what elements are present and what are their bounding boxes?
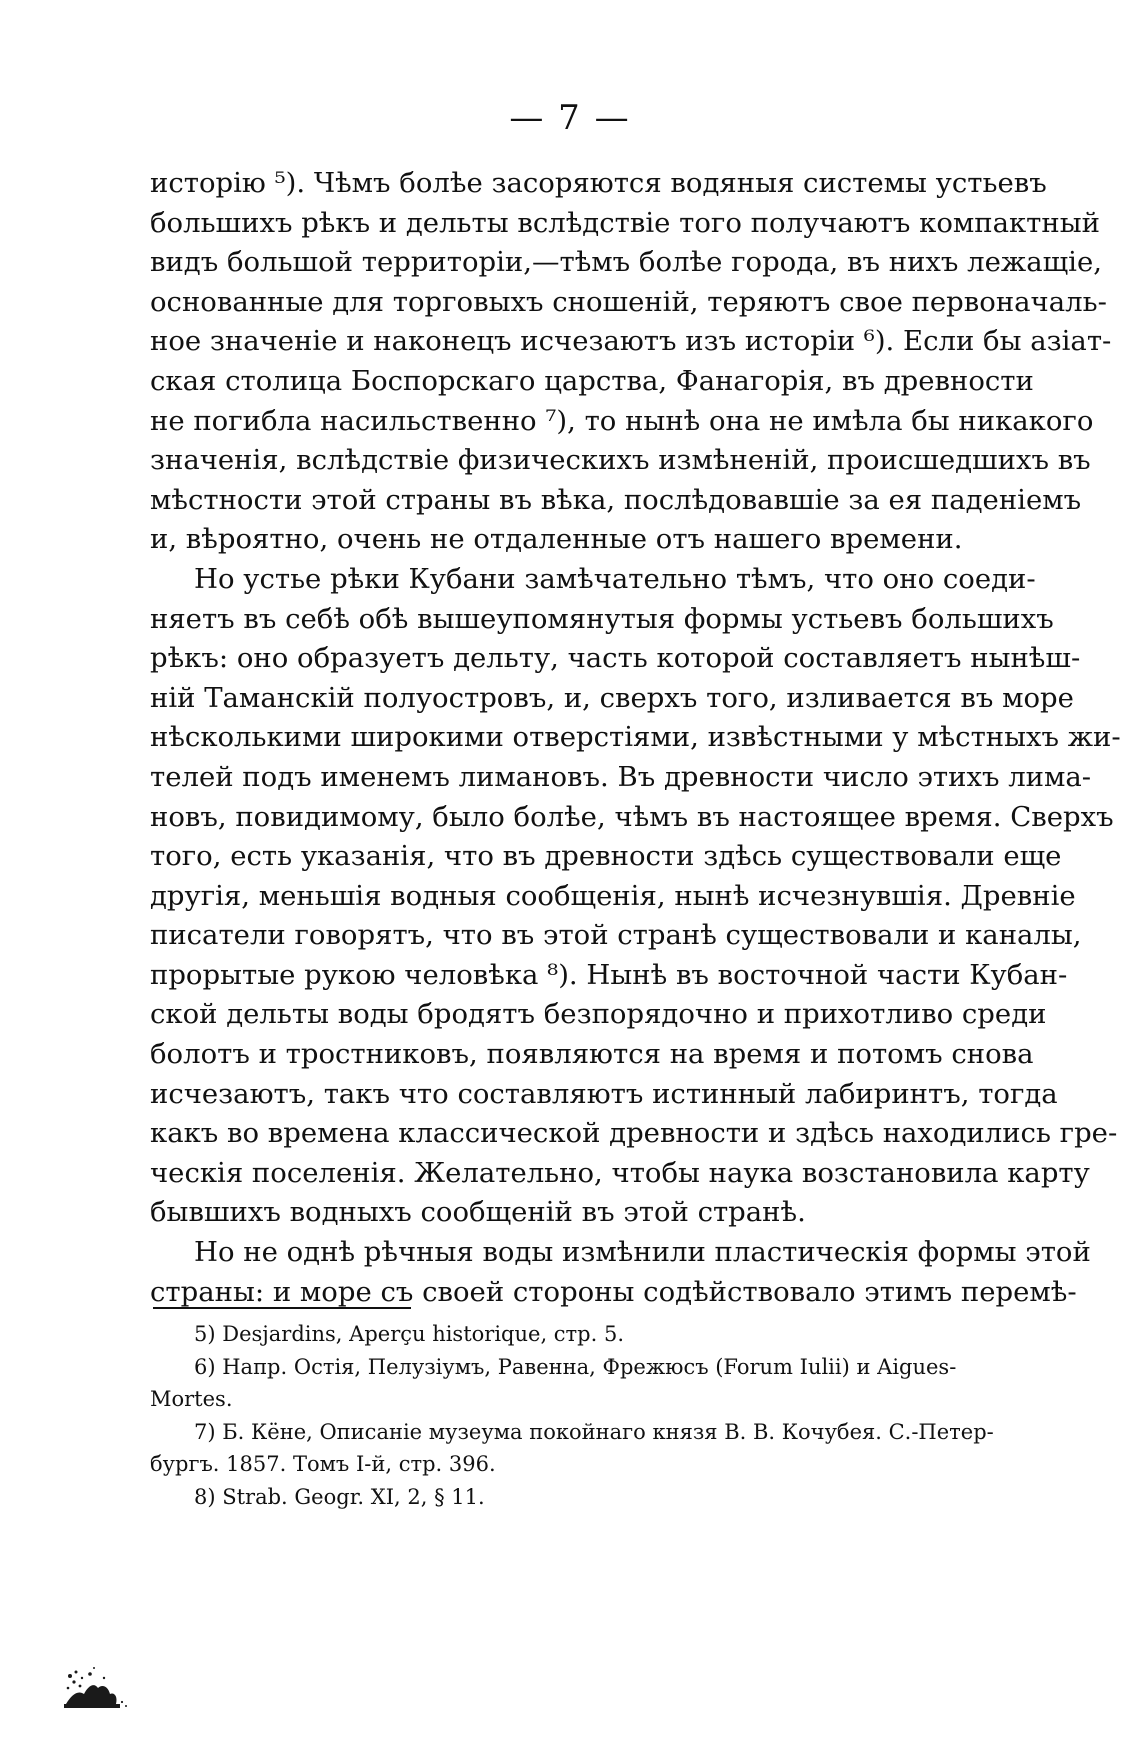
- text-line: не погибла насильственно ⁷), то нынѣ она не имѣла бы никакого: [150, 404, 1094, 437]
- paragraph-1: [150, 164, 1112, 560]
- text-line: телей подъ именемъ лимановъ. Въ древности число этихъ лима-: [150, 760, 1092, 793]
- text-line: бывшихъ водныхъ сообщеній въ этой странѣ.: [150, 1196, 806, 1229]
- text-line: того, есть указанія, что въ древности здѣсь существовали еще: [150, 840, 1062, 873]
- text-line: мѣстности этой страны въ вѣка, послѣдовавшіе за ея паденіемъ: [150, 483, 1082, 516]
- footnote-7-continued: бургъ. 1857. Томъ I-й, стр. 396.: [150, 1452, 496, 1476]
- paragraph-2: [150, 560, 1121, 1233]
- text-line: ская столица Боспорскаго царства, Фанагорія, въ древности: [150, 364, 1034, 397]
- footnote-8: 8) Strab. Geogr. XI, 2, § 11.: [194, 1484, 485, 1509]
- text-line: писатели говорятъ, что въ этой странѣ существовали и каналы,: [150, 919, 1082, 952]
- text-line: ній Таманскій полуостровъ, и, сверхъ того, изливается въ море: [150, 681, 1074, 714]
- text-line: ное значеніе и наконецъ исчезаютъ изъ исторіи ⁶). Если бы азіат-: [150, 325, 1112, 358]
- text-line: болотъ и тростниковъ, появляются на время и потомъ снова: [150, 1038, 1034, 1071]
- library-stamp-icon: [64, 1664, 136, 1712]
- text-line: Но устье рѣки Кубани замѣчательно тѣмъ, что оно соеди-: [194, 562, 1036, 595]
- text-line: основанные для торговыхъ сношеній, теряютъ свое первоначаль-: [150, 285, 1107, 318]
- text-line: няетъ въ себѣ обѣ вышеупомянутыя формы устьевъ большихъ: [150, 602, 1054, 635]
- text-line: рѣкъ: оно образуетъ дельту, часть которой составляетъ нынѣш-: [150, 642, 1081, 675]
- text-line: нѣсколькими широкими отверстіями, извѣстными у мѣстныхъ жи-: [150, 721, 1121, 754]
- text-line: новъ, повидимому, было болѣе, чѣмъ въ настоящее время. Сверхъ: [150, 800, 1114, 833]
- page-number: — 7 —: [509, 98, 631, 138]
- text-line: прорытые рукою человѣка ⁸). Нынѣ въ восточной части Кубан-: [150, 958, 1068, 991]
- text-line: другія, меньшія водныя сообщенія, нынѣ исчезнувшія. Древніе: [150, 879, 1076, 912]
- text-line: значенія, вслѣдствіе физическихъ измѣненій, происшедшихъ въ: [150, 444, 1091, 477]
- footnotes: [150, 1318, 994, 1513]
- text-line: большихъ рѣкъ и дельты вслѣдствіе того получаютъ компактный: [150, 206, 1100, 239]
- main-text: [150, 164, 1121, 1312]
- text-line: страны: и море съ своей стороны содѣйствовало этимъ перемѣ-: [150, 1275, 1077, 1308]
- text-line: какъ во времена классической древности и здѣсь находились гре-: [150, 1117, 1118, 1150]
- footnote-5: 5) Desjardins, Aperçu historique, стр. 5.: [194, 1322, 624, 1346]
- paragraph-3: [150, 1233, 1091, 1312]
- footnote-6-continued: Mortes.: [150, 1387, 233, 1411]
- text-line: исторію ⁵). Чѣмъ болѣе засоряются водяныя системы устьевъ: [150, 167, 1047, 199]
- footnote-6: 6) Напр. Остія, Пелузіумъ, Равенна, Фрежюсъ (Forum Iulii) и Aigues-: [194, 1354, 957, 1379]
- text-line: Но не однѣ рѣчныя воды измѣнили пластическія формы этой: [194, 1236, 1091, 1269]
- text-line: и, вѣроятно, очень не отдаленные отъ нашего времени.: [150, 523, 963, 556]
- text-line: исчезаютъ, такъ что составляютъ истинный лабиринтъ, тогда: [150, 1077, 1058, 1110]
- text-line: ской дельты воды бродятъ безпорядочно и прихотливо среди: [150, 998, 1047, 1031]
- footnote-separator: [153, 1307, 411, 1309]
- text-line: ческія поселенія. Желательно, чтобы наука возстановила карту: [150, 1156, 1090, 1189]
- footnote-7: 7) Б. Кёне, Описаніе музеума покойнаго князя В. В. Кочубея. С.-Петер-: [194, 1419, 994, 1444]
- text-line: видъ большой территоріи,—тѣмъ болѣе города, въ нихъ лежащіе,: [150, 246, 1102, 279]
